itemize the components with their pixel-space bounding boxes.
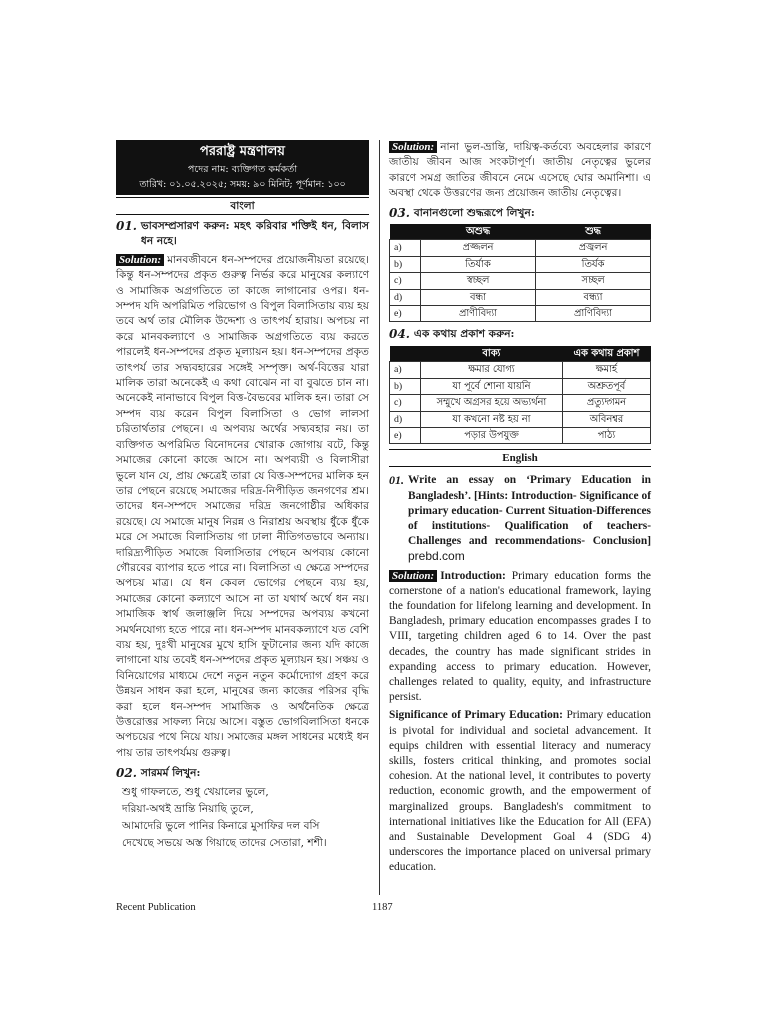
- table-cell: প্রাণীবিদ্যা: [421, 306, 536, 322]
- table-row: [390, 362, 651, 378]
- table-row: [390, 411, 651, 427]
- solution-badge: Solution:: [116, 254, 164, 266]
- table-cell: স্বচ্ছল: [421, 273, 536, 289]
- brand-watermark: prebd.com: [408, 549, 465, 564]
- row-label: a): [390, 362, 421, 378]
- table-row: [390, 289, 651, 305]
- table-cell: ক্ষমার্হ: [562, 362, 650, 378]
- table-cell: বন্ধ্যা: [536, 289, 651, 305]
- poem-line: শুধু গাফলতে, শুধু খেয়ালের ভুলে,: [122, 785, 269, 798]
- table-header-cell: [390, 346, 421, 362]
- intro-heading: Introduction:: [440, 569, 506, 582]
- row-label: d): [390, 411, 421, 427]
- one-word-table: [389, 346, 651, 444]
- exam-post: পদের নাম: ব্যক্তিগত কর্মকর্তা: [117, 163, 368, 178]
- table-header-cell: শুদ্ধ: [536, 224, 651, 240]
- english-answer-significance: [389, 708, 651, 875]
- table-cell: বন্ধা: [421, 289, 536, 305]
- question-number: 02.: [116, 766, 137, 781]
- table-cell: তির্যক: [536, 256, 651, 272]
- table-cell: প্রজ্জলন: [421, 240, 536, 256]
- exam-meta: তারিখ: ০১.০৫.২০২৫; সময়: ৯০ মিনিট; পূর্ণমান: ১০০: [117, 178, 368, 194]
- table-header-cell: [390, 224, 421, 240]
- table-header-cell: অশুদ্ধ: [421, 224, 536, 240]
- table-row: [390, 306, 651, 322]
- answer-2: [389, 140, 651, 202]
- solution-badge: Solution:: [389, 570, 437, 582]
- row-label: c): [390, 395, 421, 411]
- table-cell: প্রজ্বলন: [536, 240, 651, 256]
- right-column: [389, 140, 651, 876]
- table-cell: প্রত্যুদ্গমন: [562, 395, 650, 411]
- table-cell: যা কখনো নষ্ট হয় না: [421, 411, 563, 427]
- row-label: b): [390, 378, 421, 394]
- table-header-cell: এক কথায় প্রকাশ: [562, 346, 650, 362]
- question-number: 04.: [389, 327, 410, 342]
- english-section: [389, 473, 651, 875]
- question-number: 03.: [389, 205, 410, 220]
- poem-line: দরিয়া-অথই ভ্রান্তি নিয়াছি তুলে,: [122, 802, 254, 815]
- question-text: [408, 473, 651, 565]
- table-header-cell: বাক্য: [421, 346, 563, 362]
- poem: [122, 784, 369, 852]
- row-label: b): [390, 256, 421, 272]
- table-row: [390, 395, 651, 411]
- answer-1: [116, 253, 369, 761]
- table-cell: সচ্ছল: [536, 273, 651, 289]
- question-text: বানানগুলো শুদ্ধরূপে লিখুন:: [413, 206, 535, 219]
- table-row: [390, 256, 651, 272]
- row-label: e): [390, 306, 421, 322]
- english-question-1: [389, 473, 651, 565]
- question-number: 01.: [389, 473, 404, 488]
- english-answer-intro: [389, 569, 651, 706]
- table-cell: সম্মুখে অগ্রসর হয়ে অভ্যর্থনা: [421, 395, 563, 411]
- table-cell: ক্ষমার যোগ্য: [421, 362, 563, 378]
- question-number: 01.: [116, 219, 137, 233]
- column-divider: [379, 140, 380, 895]
- question-text: এক কথায় প্রকাশ করুন:: [413, 328, 515, 341]
- row-label: e): [390, 427, 421, 443]
- table-row: [390, 427, 651, 443]
- row-label: a): [390, 240, 421, 256]
- solution-badge: Solution:: [389, 141, 437, 153]
- intro-text: Primary education forms the cornerstone of a nation's educational framework, laying the foundation for lifelong learning and development. In Bangladesh, primary education encompasses grades I to VIII, targeting children aged 6 to 14. Over the past decades, the country has made significant strides in expanding access to primary education. However, challenges related to quality, equity, and infrastructure persist.: [389, 569, 651, 704]
- table-cell: পড়ার উপযুক্ত: [421, 427, 563, 443]
- poem-line: দেখেছে সভয়ে অস্ত গিয়াছে তাদের সেতারা, শশী।: [122, 836, 327, 849]
- table-header-row: [390, 224, 651, 240]
- significance-text: Primary education is pivotal for individual and societal advancement. It equips children with essential literacy and numeracy skills, fosters critical thinking, and promotes social cohesion. At the national level, it contributes to poverty reduction, economic growth, and the empowerment of marginalized groups. Bangladesh's commitment to international initiatives like the Education for All (EFA) and Sustainable Development Goal 4 (SDG 4) underscores the importance placed on universal primary education.: [389, 709, 651, 874]
- exam-title: পররাষ্ট্র মন্ত্রণালয়: [117, 141, 368, 163]
- subject-heading-bangla: বাংলা: [116, 197, 369, 215]
- poem-line: আমাদেরি ভুলে পানির কিনারে মুসাফির দল বসি: [122, 819, 320, 832]
- table-cell: তির্যাক: [421, 256, 536, 272]
- table-cell: প্রাণিবিদ্যা: [536, 306, 651, 322]
- answer-text: নানা ভুল-ভ্রান্তি, দায়িত্ব-কর্তব্যে অবহেলার কারণে জাতীয় জীবন আজ সংকটাপূর্ণ। জাতীয় নেতৃত্বের ভুলের কারণে সমগ্র জাতির জীবনে নেমে এসেছে ঘোর অমানিশা। এ অবস্থা থেকে উত্তরণের জন্য প্রয়োজন জাতীয় নেতৃত্বের।: [389, 141, 651, 200]
- exam-header: [116, 140, 369, 195]
- table-row: [390, 240, 651, 256]
- question-body: Write an essay on ‘Primary Education in Bangladesh’. [Hints: Introduction- Significance of primary education- Current Situation-Differences of institutions- Qualification of teachers- Challenges and recommendations- Conclusion]: [408, 474, 651, 548]
- row-label: d): [390, 289, 421, 305]
- subject-heading-english: English: [389, 449, 651, 467]
- table-row: [390, 273, 651, 289]
- question-1: [116, 219, 369, 250]
- left-column: [116, 140, 369, 852]
- question-4: [389, 327, 651, 342]
- table-cell: অশ্রুতপূর্ব: [562, 378, 650, 394]
- question-text: ভাবসম্প্রসারণ করুন: মহৎ করিবার শক্তিই ধন, বিলাস ধন নহে।: [140, 220, 369, 248]
- table-cell: পাঠ্য: [562, 427, 650, 443]
- table-cell: যা পূর্বে শোনা যায়নি: [421, 378, 563, 394]
- footer-page-number: 1187: [372, 902, 393, 913]
- row-label: c): [390, 273, 421, 289]
- table-header-row: [390, 346, 651, 362]
- question-3: [389, 206, 651, 221]
- significance-heading: Significance of Primary Education:: [389, 709, 563, 722]
- answer-text: মানবজীবনে ধন-সম্পদের প্রয়োজনীয়তা রয়েছে। কিন্তু ধন-সম্পদের প্রকৃত গুরুত্ব নির্ভর করে মানুষের কল্যাণে ও সামাজিক অগ্রগতিতে তা কাজে লাগানোর ওপর। ধন-সম্পদ যদি অপরিমিত পরিভোগ ও বিপুল বিলাসিতায় ব্যয় হয় তবে অর্থ তার মৌলিক উদ্দেশ্য ও তাৎপর্য হারায়। অপচয় না করে মানবকল্যাণে ও সামাজিক অগ্রগতিতে ব্যয় করতে পারলেই ধন-সম্পদের প্রকৃত মূল্যায়ন হয়। ধন-সম্পদের প্রকৃত তাৎপর্য তার সদ্ব্যবহারের সঙ্গেই সম্পৃক্ত। অর্থ-বিত্তের যারা মালিক তারা অনেকেই এ কথা বোঝেন না বা বুঝতে চান না। অনেকেই নানাভাবে বিপুল বিত্ত-বৈভবের মালিক হন। তারা সে সম্পদ ব্যয় করেন বিপুল বিলাসিতা ও ভোগ লালসা চরিতার্থতার পেছনে। এ অপব্যয় অর্থের সদ্ব্যবহার নয়। তা ব্যক্তিগত অপরিমিত বিনোদনের খোরাক জোগায় বটে, কিন্তু সমাজের কোনো কাজে আসে না। অপব্যয়ী ও বিলাসীরা ভুলে যান যে, প্রায় ক্ষেত্রেই তারা যে বিত্ত-সম্পদের মালিক হন তার পেছনে রয়েছে সমাজের দরিদ্র-নিপীড়িত জনগণের শ্রম। তাদের ধন-সম্পদে সমাজের দরিদ্র জনগোষ্ঠীর অধিকার রয়েছে। যে সমাজে মানুষ নিরন্ন ও নিরাশ্রয় অবস্থায় ধুঁকে ধুঁকে মরে সে সমাজে বিলাসিতায় গা ঢালা নীতিগতভাবে অন্যায়। দারিদ্র্যপীড়িত সমাজে বিলাসিতার পেছনে অপব্যয় কোনো গৌরবের ব্যাপার হতে পারে না। বিলাসিতা এ ক্ষেত্রে সম্পদের অপচয় মাত্র। যে ধন কেবল ভোগের পেছনে ব্যয় হয়, সমাজের কোনো কল্যাণে আসে না তা যথার্থ অর্থে ধন নয়। সামাজিক স্বার্থ জলাঞ্জলি দিয়ে সম্পদের অপব্যয় কখনো সমর্থনযোগ্য হতে পারে না। ধন-সম্পদ মানবকল্যাণে যত বেশি ব্যয় হয়, দুঃখী মানুষের মুখে হাসি ফুটানোর জন্য যদি কাজে লাগানো যায় তবেই ধন-সম্পদের প্রকৃত মূল্যায়ন হয়। সঞ্চয় ও বিনিয়োগের মাধ্যমে দেশে নতুন নতুন কর্মোদ্যোগ গ্রহণ করে উন্নয়ন সাধন করা হলে, মানুষের জন্য কাজের পরিসর বৃদ্ধি করা হলে ধন-সম্পদ সামাজিক ও অর্থনৈতিক ক্ষেত্রে উত্তরোত্তর সাফল্য নিয়ে আসে। বস্তুত ভোগবিলাসিতা ধনকে অপচয়ের পথে নিয়ে যায়। সমাজের মঙ্গল সাধনের মধ্যেই ধন পায় তার তাৎপর্যময় গুরুত্ব।: [116, 253, 370, 759]
- table-row: [390, 378, 651, 394]
- question-text: সারমর্ম লিখুন:: [140, 767, 201, 780]
- table-cell: অবিনশ্বর: [562, 411, 650, 427]
- spelling-table: [389, 224, 651, 322]
- question-2: [116, 766, 369, 781]
- footer-publisher: Recent Publication: [116, 902, 196, 913]
